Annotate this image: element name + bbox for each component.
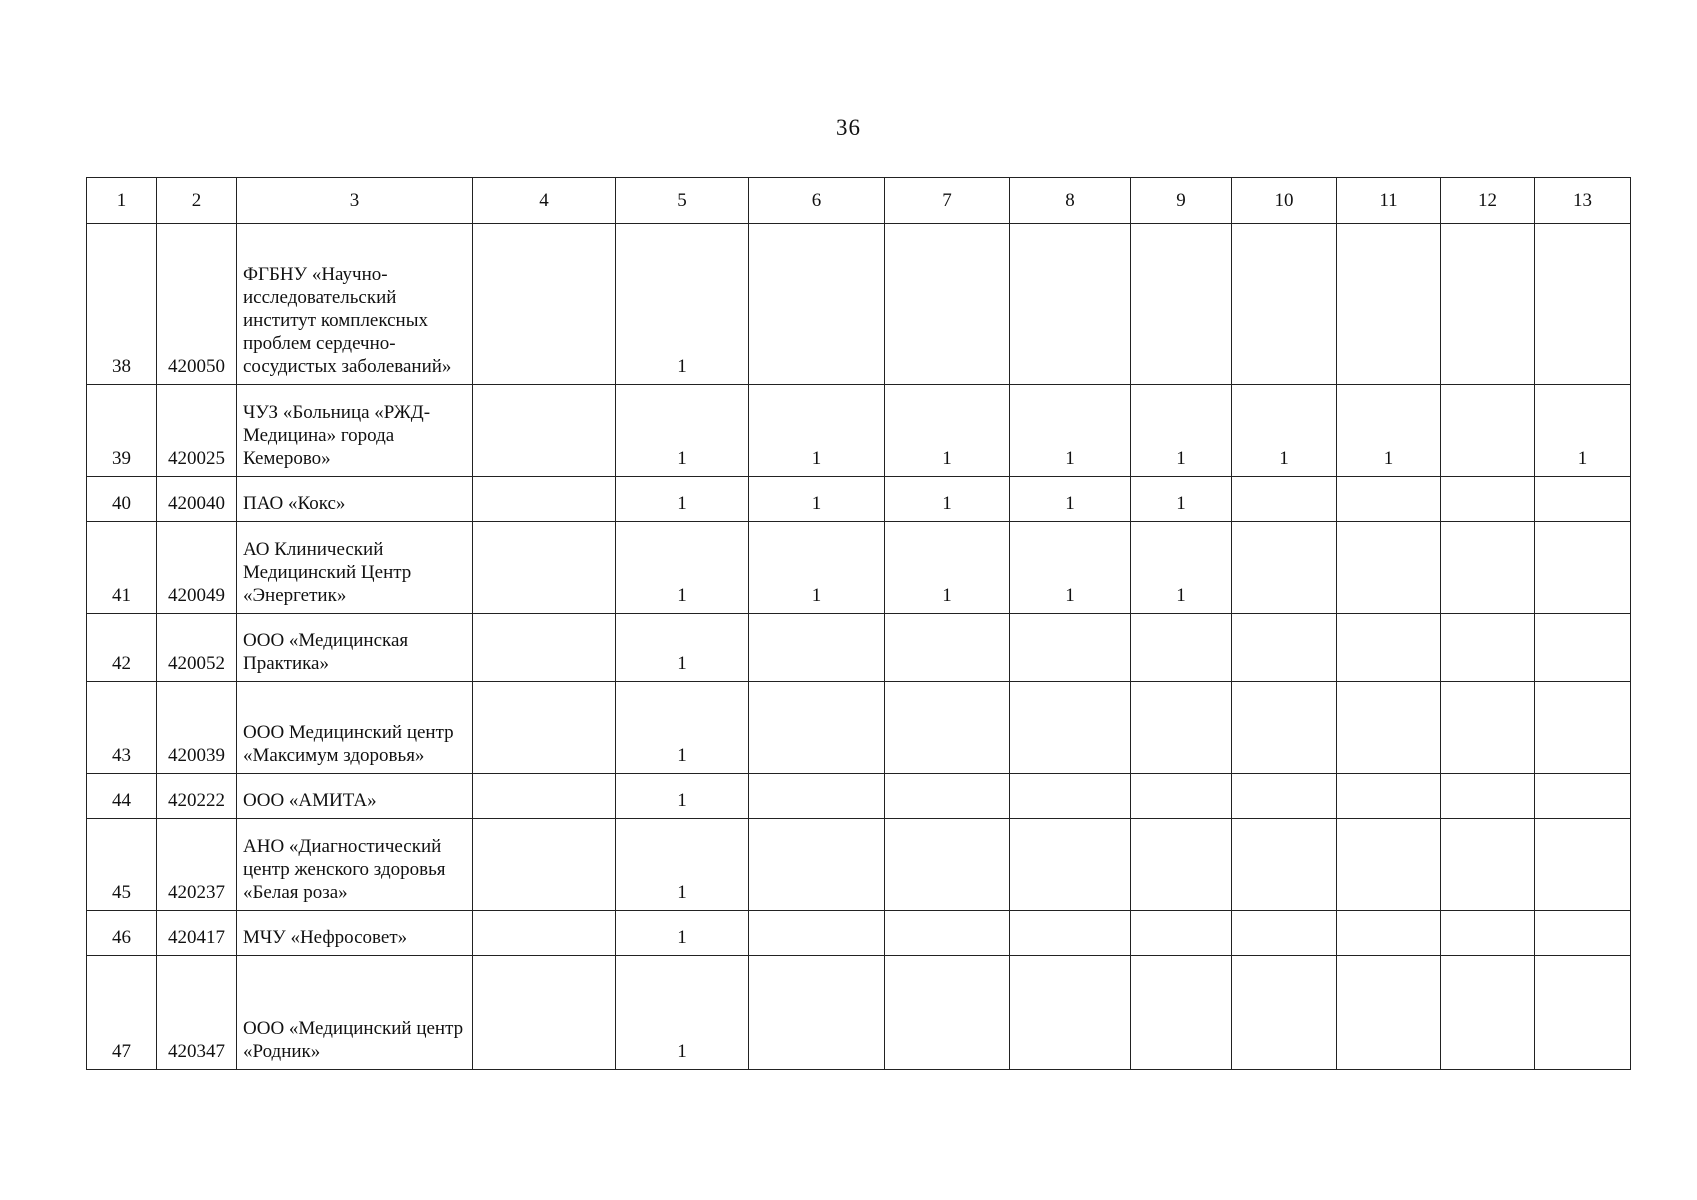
cell-col8 — [1010, 224, 1131, 385]
cell-col7 — [885, 819, 1010, 911]
column-header: 1 — [87, 178, 157, 224]
cell-col13 — [1535, 774, 1631, 819]
cell-col5: 1 — [616, 911, 749, 956]
column-header: 11 — [1337, 178, 1441, 224]
column-header: 2 — [157, 178, 237, 224]
table-row — [87, 682, 1631, 774]
cell-col7: 1 — [885, 385, 1010, 477]
cell-col5: 1 — [616, 956, 749, 1070]
cell-col6 — [749, 224, 885, 385]
cell-col11 — [1337, 224, 1441, 385]
cell-col10 — [1232, 774, 1337, 819]
table-row — [87, 614, 1631, 682]
cell-col8: 1 — [1010, 385, 1131, 477]
cell-col9 — [1131, 682, 1232, 774]
cell-col7 — [885, 774, 1010, 819]
row-name: МЧУ «Нефросовет» — [237, 911, 473, 956]
cell-col12 — [1441, 477, 1535, 522]
row-name: АНО «Диагностический центр женского здоровья «Белая роза» — [237, 819, 473, 911]
row-code: 420049 — [157, 522, 237, 614]
table-row — [87, 477, 1631, 522]
cell-col11 — [1337, 682, 1441, 774]
cell-col7 — [885, 614, 1010, 682]
cell-col4 — [473, 385, 616, 477]
row-code: 420222 — [157, 774, 237, 819]
row-name: ООО «Медицинская Практика» — [237, 614, 473, 682]
cell-col4 — [473, 911, 616, 956]
cell-col9 — [1131, 819, 1232, 911]
cell-col12 — [1441, 682, 1535, 774]
cell-col11 — [1337, 614, 1441, 682]
row-name: ООО Медицинский центр «Максимум здоровья» — [237, 682, 473, 774]
cell-col6: 1 — [749, 477, 885, 522]
row-code: 420417 — [157, 911, 237, 956]
cell-col6 — [749, 911, 885, 956]
cell-col13 — [1535, 682, 1631, 774]
cell-col13 — [1535, 224, 1631, 385]
cell-col10 — [1232, 522, 1337, 614]
cell-col13 — [1535, 819, 1631, 911]
cell-col8: 1 — [1010, 522, 1131, 614]
row-number: 44 — [87, 774, 157, 819]
table-row — [87, 911, 1631, 956]
table-row — [87, 819, 1631, 911]
column-header: 6 — [749, 178, 885, 224]
table-row — [87, 224, 1631, 385]
cell-col5: 1 — [616, 224, 749, 385]
cell-col10 — [1232, 614, 1337, 682]
cell-col7 — [885, 911, 1010, 956]
data-table — [86, 177, 1631, 1070]
cell-col6 — [749, 682, 885, 774]
cell-col13: 1 — [1535, 385, 1631, 477]
cell-col12 — [1441, 224, 1535, 385]
cell-col7 — [885, 956, 1010, 1070]
row-name: ФГБНУ «Научно-исследовательский институт комплексных проблем сердечно-сосудистых заболеваний» — [237, 224, 473, 385]
row-code: 420039 — [157, 682, 237, 774]
cell-col4 — [473, 682, 616, 774]
page-number: 36 — [836, 115, 861, 140]
header-row — [87, 178, 1631, 224]
column-header: 12 — [1441, 178, 1535, 224]
cell-col12 — [1441, 774, 1535, 819]
cell-col10: 1 — [1232, 385, 1337, 477]
cell-col12 — [1441, 911, 1535, 956]
cell-col4 — [473, 522, 616, 614]
cell-col10 — [1232, 682, 1337, 774]
column-header: 8 — [1010, 178, 1131, 224]
cell-col9 — [1131, 956, 1232, 1070]
cell-col4 — [473, 956, 616, 1070]
table-row — [87, 956, 1631, 1070]
cell-col4 — [473, 614, 616, 682]
cell-col6: 1 — [749, 385, 885, 477]
column-header: 5 — [616, 178, 749, 224]
cell-col10 — [1232, 956, 1337, 1070]
column-header: 9 — [1131, 178, 1232, 224]
cell-col12 — [1441, 522, 1535, 614]
cell-col9 — [1131, 911, 1232, 956]
column-header: 10 — [1232, 178, 1337, 224]
cell-col10 — [1232, 224, 1337, 385]
cell-col8 — [1010, 614, 1131, 682]
cell-col10 — [1232, 911, 1337, 956]
cell-col12 — [1441, 819, 1535, 911]
table-row — [87, 385, 1631, 477]
column-header: 4 — [473, 178, 616, 224]
cell-col11 — [1337, 522, 1441, 614]
row-number: 40 — [87, 477, 157, 522]
cell-col9: 1 — [1131, 385, 1232, 477]
column-header: 7 — [885, 178, 1010, 224]
cell-col9: 1 — [1131, 477, 1232, 522]
cell-col11: 1 — [1337, 385, 1441, 477]
cell-col5: 1 — [616, 682, 749, 774]
cell-col8 — [1010, 956, 1131, 1070]
cell-col9 — [1131, 614, 1232, 682]
row-name: ООО «АМИТА» — [237, 774, 473, 819]
cell-col8 — [1010, 911, 1131, 956]
column-header: 3 — [237, 178, 473, 224]
cell-col11 — [1337, 819, 1441, 911]
cell-col8 — [1010, 819, 1131, 911]
row-name: ПАО «Кокс» — [237, 477, 473, 522]
cell-col5: 1 — [616, 385, 749, 477]
row-number: 43 — [87, 682, 157, 774]
row-number: 47 — [87, 956, 157, 1070]
cell-col9 — [1131, 774, 1232, 819]
cell-col10 — [1232, 819, 1337, 911]
cell-col5: 1 — [616, 477, 749, 522]
cell-col9: 1 — [1131, 522, 1232, 614]
cell-col12 — [1441, 385, 1535, 477]
cell-col6 — [749, 614, 885, 682]
cell-col7 — [885, 224, 1010, 385]
cell-col6 — [749, 956, 885, 1070]
cell-col13 — [1535, 522, 1631, 614]
row-code: 420237 — [157, 819, 237, 911]
cell-col13 — [1535, 956, 1631, 1070]
cell-col8 — [1010, 774, 1131, 819]
cell-col6 — [749, 774, 885, 819]
table-row — [87, 774, 1631, 819]
row-name: ООО «Медицинский центр «Родник» — [237, 956, 473, 1070]
table-row — [87, 522, 1631, 614]
row-number: 38 — [87, 224, 157, 385]
cell-col13 — [1535, 911, 1631, 956]
row-number: 46 — [87, 911, 157, 956]
cell-col10 — [1232, 477, 1337, 522]
row-number: 45 — [87, 819, 157, 911]
cell-col5: 1 — [616, 614, 749, 682]
row-name: ЧУЗ «Больница «РЖД-Медицина» города Кемерово» — [237, 385, 473, 477]
row-code: 420050 — [157, 224, 237, 385]
cell-col4 — [473, 819, 616, 911]
cell-col9 — [1131, 224, 1232, 385]
row-number: 41 — [87, 522, 157, 614]
cell-col4 — [473, 224, 616, 385]
cell-col11 — [1337, 477, 1441, 522]
row-code: 420347 — [157, 956, 237, 1070]
cell-col11 — [1337, 774, 1441, 819]
row-number: 42 — [87, 614, 157, 682]
cell-col12 — [1441, 956, 1535, 1070]
cell-col8 — [1010, 682, 1131, 774]
cell-col6: 1 — [749, 522, 885, 614]
cell-col8: 1 — [1010, 477, 1131, 522]
row-number: 39 — [87, 385, 157, 477]
cell-col11 — [1337, 956, 1441, 1070]
cell-col13 — [1535, 477, 1631, 522]
cell-col5: 1 — [616, 522, 749, 614]
cell-col4 — [473, 774, 616, 819]
column-header: 13 — [1535, 178, 1631, 224]
cell-col5: 1 — [616, 774, 749, 819]
cell-col7 — [885, 682, 1010, 774]
cell-col11 — [1337, 911, 1441, 956]
row-code: 420025 — [157, 385, 237, 477]
row-code: 420052 — [157, 614, 237, 682]
cell-col5: 1 — [616, 819, 749, 911]
row-name: АО Клинический Медицинский Центр «Энергетик» — [237, 522, 473, 614]
cell-col12 — [1441, 614, 1535, 682]
cell-col6 — [749, 819, 885, 911]
row-code: 420040 — [157, 477, 237, 522]
cell-col7: 1 — [885, 477, 1010, 522]
cell-col13 — [1535, 614, 1631, 682]
cell-col4 — [473, 477, 616, 522]
cell-col7: 1 — [885, 522, 1010, 614]
